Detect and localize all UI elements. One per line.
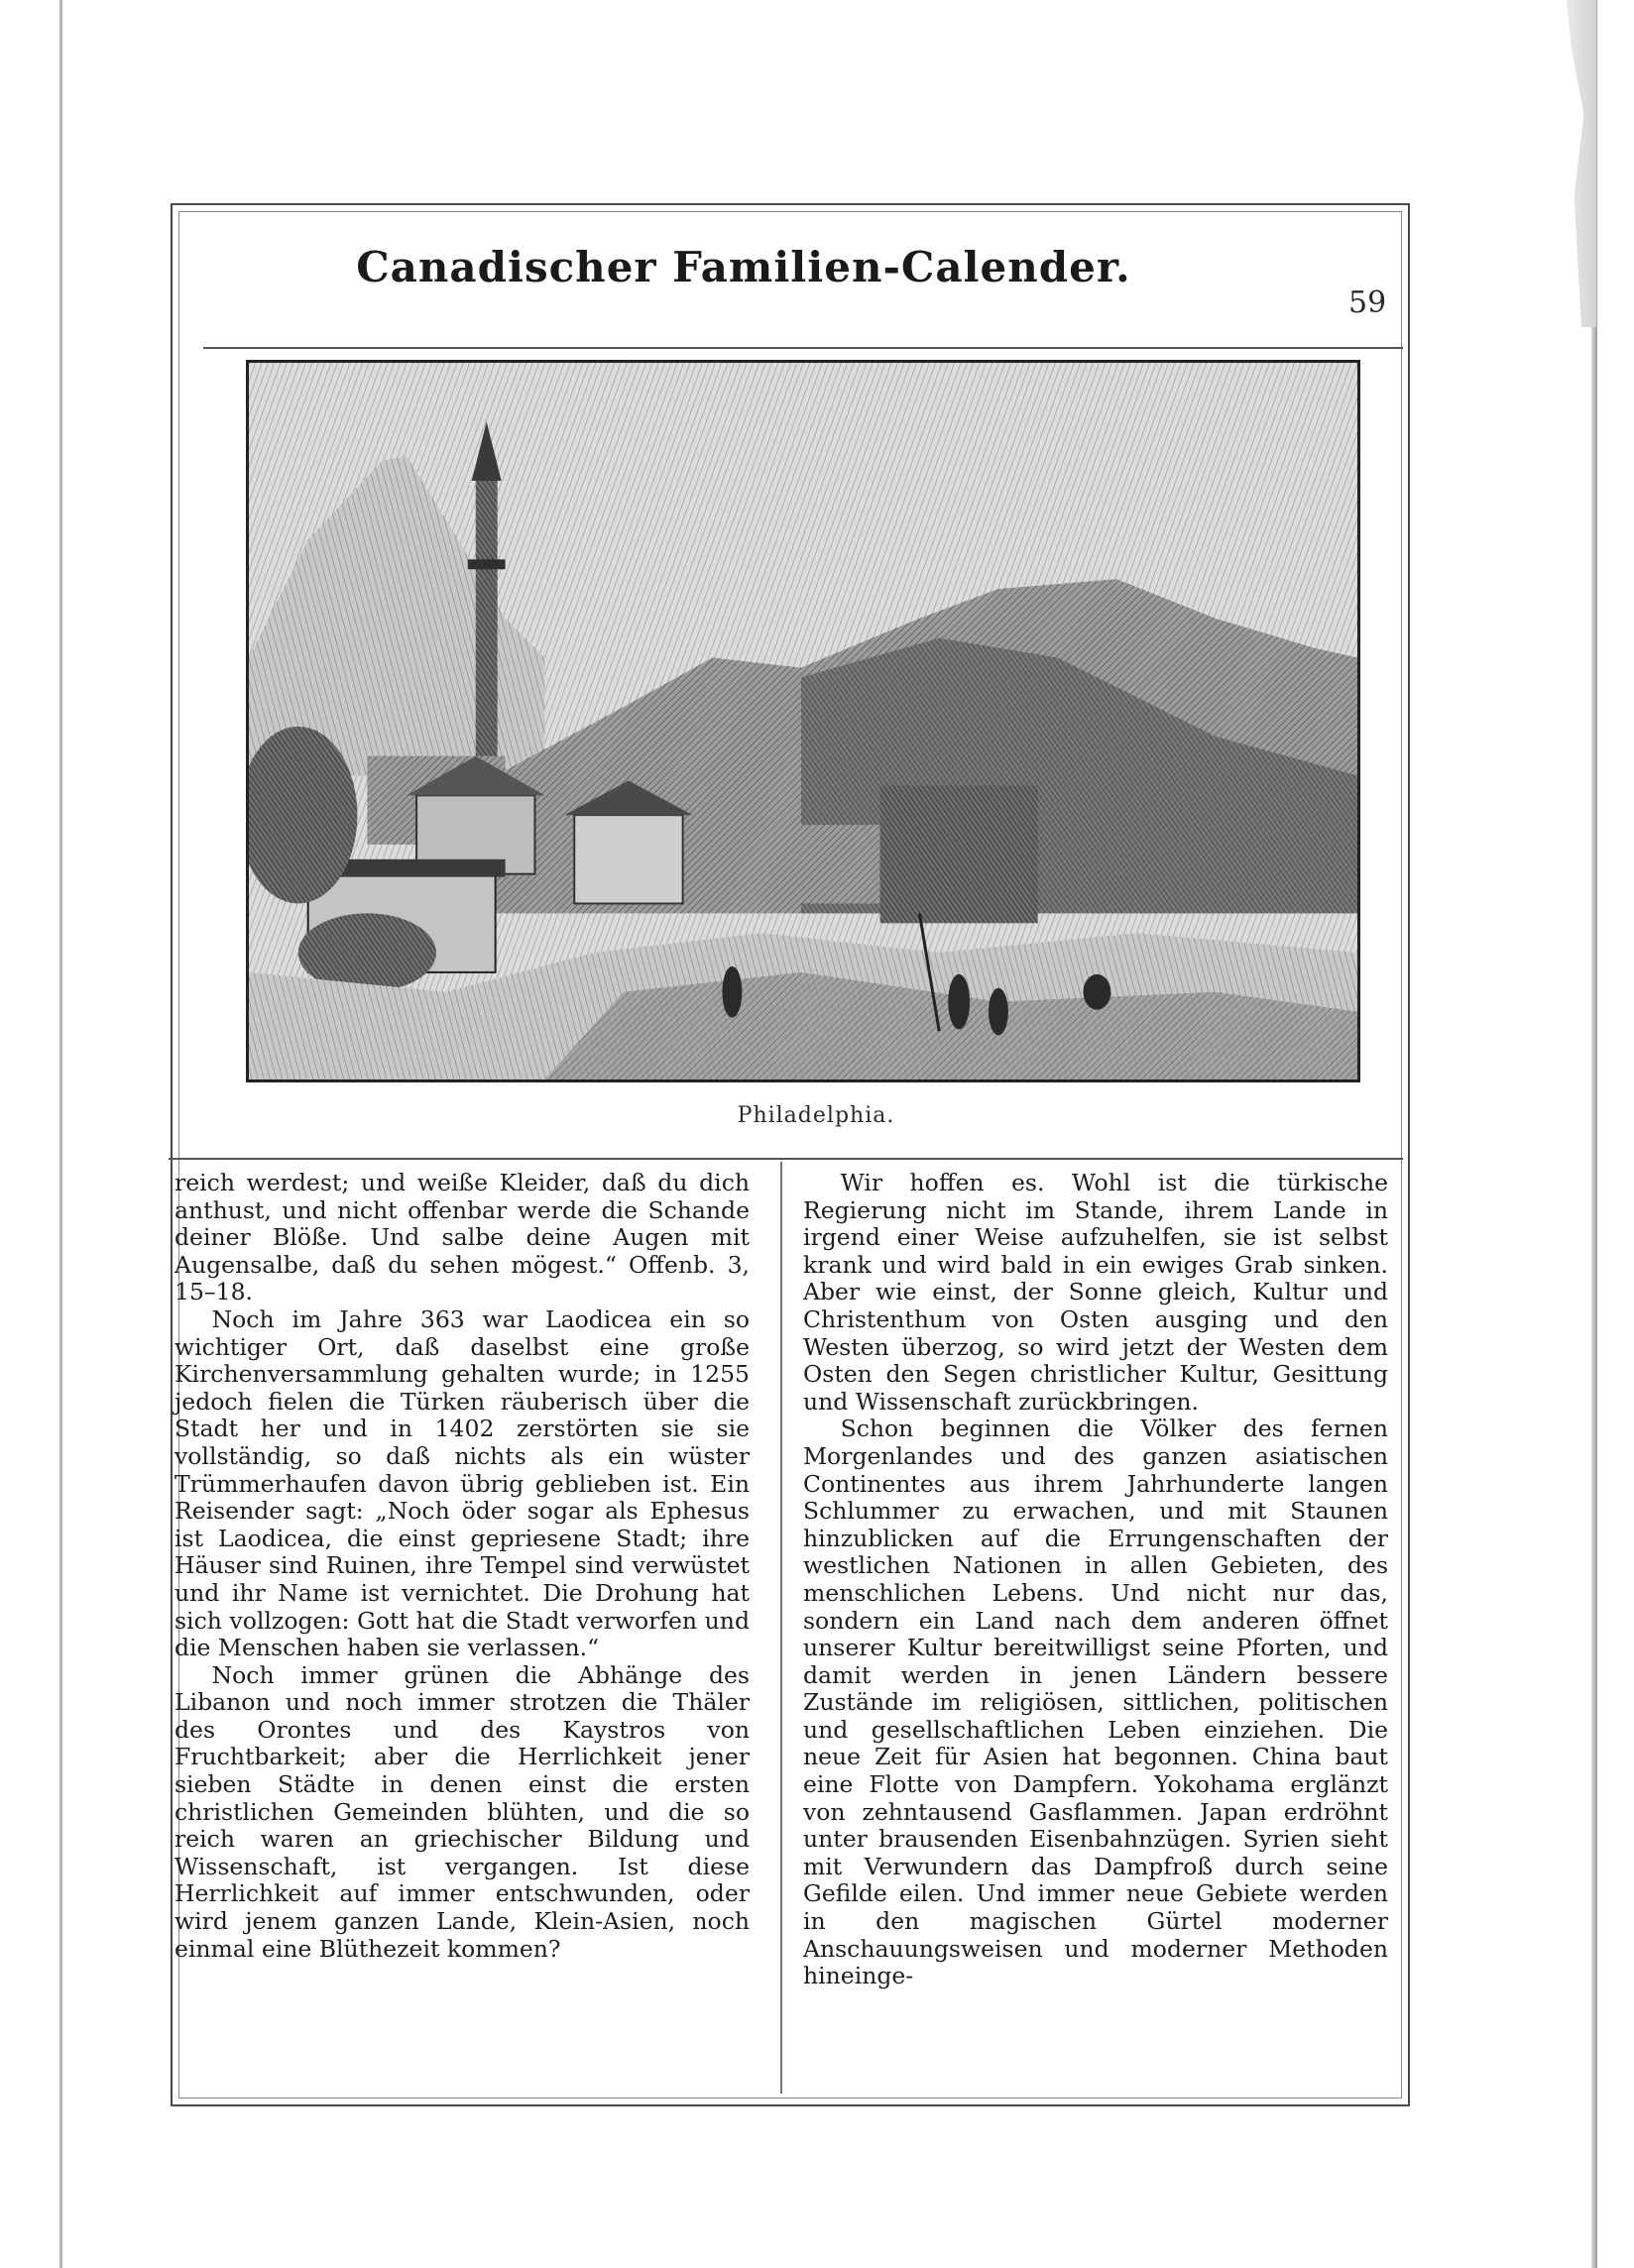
text-column-left (175, 1170, 750, 1963)
illustration-caption: Philadelphia. (737, 1103, 895, 1128)
paragraph: Noch im Jahre 363 war Laodicea ein so wichtiger Ort, daß daselbst eine große Kirchenversammlung gehalten wurde; in 1255 jedoch fielen die Türken räuberisch über die Stadt her und in 1402 zerstörten sie sie vollständig, so daß nichts als ein wüster Trümmerhaufen davon übrig geblieben ist. Ein Reisender sagt: „Noch öder sogar als Ephesus ist Laodicea, die einst gepriesene Stadt; ihre Häuser sind Ruinen, ihre Tempel sind verwüstet und ihr Name ist vernichtet. Die Drohung hat sich vollzogen: Gott hat die Stadt verworfen und die Menschen haben sie verlassen.“ (175, 1304, 750, 1662)
landscape-engraving-icon (249, 363, 1357, 1079)
running-header-title: Canadischer Familien-Calender. (356, 243, 1131, 291)
column-divider (780, 1162, 782, 2094)
page-edge-right (1591, 0, 1597, 2268)
engraving-illustration (246, 360, 1360, 1082)
paragraph: Wir hoffen es. Wohl ist die türkische Regierung nicht im Stande, ihrem Lande in irgend einer Weise aufzuhelfen, sie ist selbst krank und wird bald in ein ewiges Grab sinken. Aber wie einst, der Sonne gleich, Kultur und Christenthum von Osten ausging und den Westen überzog, so wird jetzt der Westen dem Osten den Segen christlicher Kultur, Gesittung und Wissenschaft zurückbringen. (803, 1169, 1388, 1416)
text-column-right (803, 1170, 1388, 1990)
page-edge-left (59, 0, 62, 2268)
paragraph: Noch immer grünen die Abhänge des Libanon und noch immer strotzen die Thäler des Orontes und des Kaystros von Fruchtbarkeit; aber die Herrlichkeit jener sieben Städte in denen einst die ersten christlichen Gemeinden blühten, und die so reich waren an griechischer Bildung und Wissenschaft, ist vergangen. Ist diese Herrlichkeit auf immer entschwunden, oder wird jenem ganzen Lande, Klein-Asien, noch einmal eine Blüthezeit kommen? (175, 1660, 750, 1963)
caption-rule (169, 1158, 1403, 1160)
paragraph: Schon beginnen die Völker des fernen Morgenlandes und des ganzen asiatischen Continentes aus ihrem Jahrhunderte langen Schlummer zu erwachen, und mit Staunen hinzublicken auf die Errungenschaften der westlichen Nationen in allen Gebieten, des menschlichen Lebens. Und nicht nur das, sondern ein Land nach dem anderen öffnet unserer Kultur bereitwilligst seine Pforten, und damit werden in jenen Ländern bessere Zustände im religiösen, sittlichen, politischen und gesellschaftlichen Leben einziehen. Die neue Zeit für Asien hat begonnen. China baut eine Flotte von Dampfern. Yokohama erglänzt von zehntausend Gasflammen. Japan erdröhnt unter brausenden Eisenbahnzügen. Syrien sieht mit Verwundern das Dampfroß durch seine Gefilde eilen. Und immer neue Gebiete werden in den magischen Gürtel moderner Anschauungsweisen und moderner Methoden hineinge- (803, 1415, 1388, 1990)
page-number: 59 (1348, 285, 1387, 320)
header-rule (203, 347, 1403, 349)
paragraph: reich werdest; und weiße Kleider, daß du dich anthust, und nicht offenbar werde die Schande deiner Blöße. Und salbe deine Augen mit Augensalbe, daß du sehen mögest.“ Offenb. 3, 15–18. (175, 1169, 750, 1306)
torn-page-corner (1547, 0, 1596, 327)
